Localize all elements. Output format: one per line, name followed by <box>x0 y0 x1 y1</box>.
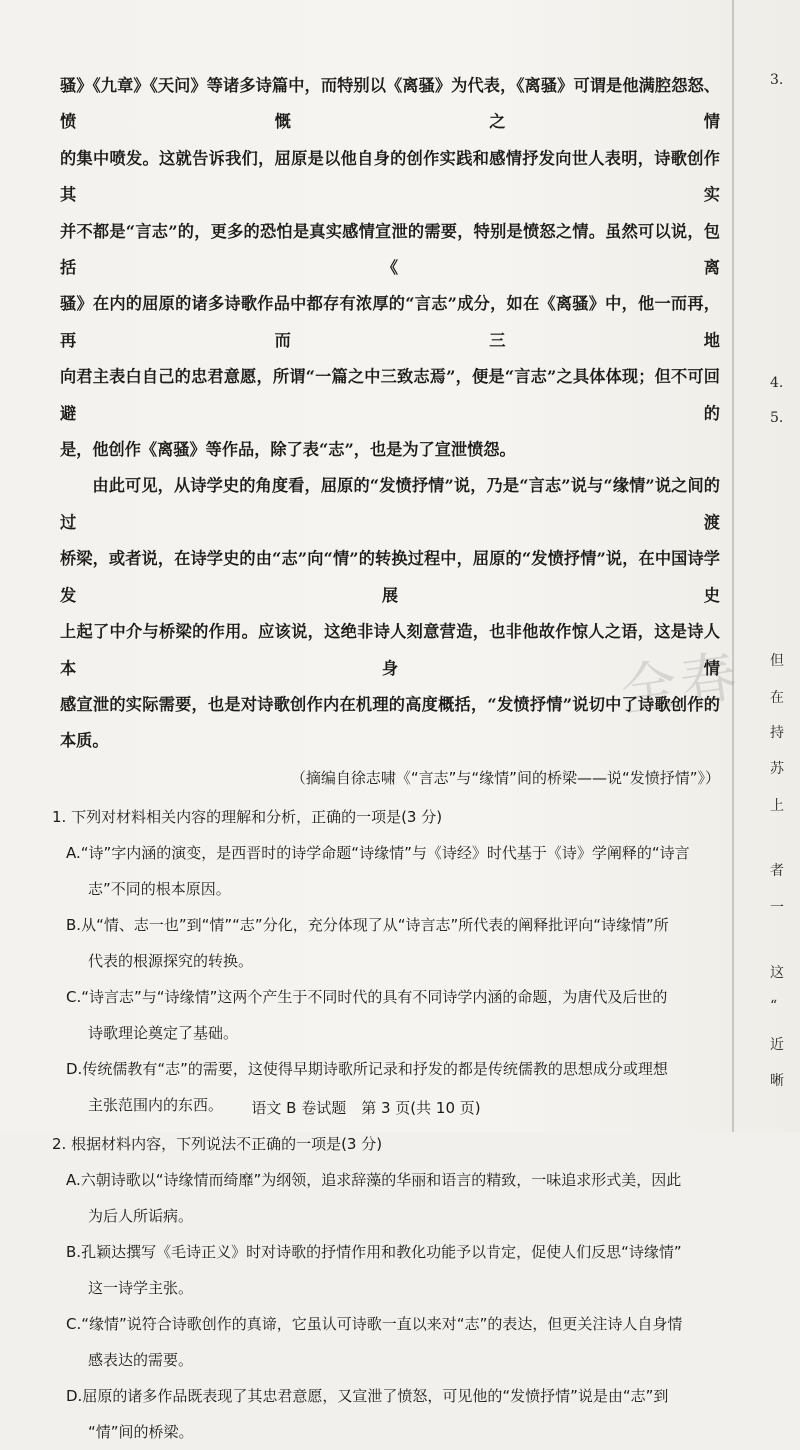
option-label: C. <box>66 987 82 1006</box>
option-b[interactable] <box>66 1234 720 1306</box>
option-text: 传统儒教有“志”的需要，这使得早期诗歌所记录和抒发的都是传统儒教的思想成分或理想 <box>82 1059 668 1078</box>
margin-fragment: 上 <box>770 798 784 814</box>
question-stem: 2. 根据材料内容，下列说法不正确的一项是(3 分) <box>52 1134 383 1153</box>
option-text-cont: 感表达的需要。 <box>88 1350 194 1369</box>
option-text-cont: 这一诗学主张。 <box>88 1278 194 1297</box>
text-line: 上起了中介与桥梁的作用。应该说，这绝非诗人刻意营造，也非他故作惊人之语，这是诗人本身情 <box>60 622 720 678</box>
option-c[interactable] <box>66 1306 720 1378</box>
margin-fragment: “ <box>770 998 778 1014</box>
text-line: 骚》在内的屈原的诸多诗歌作品中都存有浓厚的“言志”成分，如在《离骚》中，他一而再，再而三地 <box>60 294 720 350</box>
option-a[interactable] <box>66 835 720 907</box>
passage-paragraph-1 <box>60 68 720 468</box>
option-label: C. <box>66 1314 82 1333</box>
page-fold-line <box>732 0 734 1132</box>
page-footer: 语文 B 卷试题 第 3 页(共 10 页) <box>251 1099 481 1117</box>
option-text: “诗言志”与“诗缘情”这两个产生于不同时代的具有不同诗学内涵的命题，为唐代及后世的 <box>81 987 668 1006</box>
option-a[interactable] <box>66 1162 720 1234</box>
option-text: 从“情、志一也”到“情”“志”分化，充分体现了从“诗言志”所代表的阐释批评向“诗缘情”所 <box>81 915 669 934</box>
text-line: 并不都是“言志”的，更多的恐怕是真实感情宣泄的需要，特别是愤怒之情。虽然可以说，包括《离 <box>60 221 720 278</box>
question-1 <box>52 799 720 1123</box>
option-d[interactable] <box>66 1378 720 1450</box>
margin-fragment: 者 <box>770 863 784 879</box>
option-b[interactable] <box>66 907 720 979</box>
option-text: “诗”字内涵的演变，是西晋时的诗学命题“诗缘情”与《诗经》时代基于《诗》学阐释的“诗言 <box>80 843 690 862</box>
option-label: B. <box>66 915 82 934</box>
option-label: A. <box>66 843 81 862</box>
margin-fragment: 持 <box>770 725 784 741</box>
question-2 <box>52 1126 720 1450</box>
option-label: A. <box>66 1170 81 1189</box>
margin-fragment: 3. <box>770 72 784 88</box>
margin-fragment: 这 <box>770 965 784 981</box>
margin-fragment: 5. <box>770 410 784 426</box>
watermark-stamp: 全春 <box>616 643 745 725</box>
text-line: 由此可见，从诗学史的角度看，屈原的“发愤抒情”说，乃是“言志”说与“缘情”说之间的过渡 <box>60 476 720 532</box>
text-line: 骚》《九章》《天问》等诸多诗篇中，而特别以《离骚》为代表，《离骚》可谓是他满腔怨怒、愤慨之情 <box>60 76 720 132</box>
question-stem: 1. 下列对材料相关内容的理解和分析，正确的一项是(3 分) <box>52 807 443 826</box>
margin-fragment: 晰 <box>770 1073 784 1089</box>
text-line: 桥梁，或者说，在诗学史的由“志”向“情”的转换过程中，屈原的“发愤抒情”说，在中国诗学发展史 <box>60 549 720 605</box>
passage-paragraph-2 <box>60 468 720 759</box>
margin-fragment: 一 <box>770 900 784 916</box>
option-text-cont: 诗歌理论奠定了基础。 <box>88 1023 239 1042</box>
margin-fragment: 在 <box>770 690 784 706</box>
margin-fragment: 近 <box>770 1037 784 1053</box>
main-content <box>52 68 720 1450</box>
option-label: D. <box>66 1059 83 1078</box>
option-text: “缘情”说符合诗歌创作的真谛，它虽认可诗歌一直以来对“志”的表达，但更关注诗人自身情 <box>81 1314 683 1333</box>
option-text: 屈原的诸多作品既表现了其忠君意愿，又宣泄了愤怒，可见他的“发愤抒情”说是由“志”到 <box>82 1386 669 1405</box>
option-text-cont: 为后人所诟病。 <box>88 1206 194 1225</box>
margin-fragment: 苏 <box>770 761 784 777</box>
text-line: 感宣泄的实际需要，也是对诗歌创作内在机理的高度概括，“发愤抒情”说切中了诗歌创作的 <box>60 694 720 714</box>
option-text-cont: 志”不同的根本原因。 <box>88 879 231 898</box>
option-text-cont: 代表的根源探究的转换。 <box>88 951 254 970</box>
option-c[interactable] <box>66 979 720 1051</box>
passage-source: （摘编自徐志啸《“言志”与“缘情”间的桥梁——说“发愤抒情”》） <box>290 768 720 787</box>
option-label: B. <box>66 1242 82 1261</box>
text-line: 向君主表白自己的忠君意愿，所谓“一篇之中三致志焉”，便是“言志”之具体体现；但不可回避的 <box>60 367 720 423</box>
option-text: 六朝诗歌以“诗缘情而绮靡”为纲领，追求辞藻的华丽和语言的精致，一味追求形式美，因此 <box>80 1170 682 1189</box>
text-line: 的集中喷发。这就告诉我们，屈原是以他自身的创作实践和感情抒发向世人表明，诗歌创作其实 <box>60 148 720 205</box>
text-line: 本质。 <box>60 731 109 751</box>
option-text-cont: 主张范围内的东西。 <box>88 1095 224 1114</box>
text-line: 是，他创作《离骚》等作品，除了表“志”，也是为了宣泄愤怨。 <box>60 440 516 460</box>
option-text-cont: “情”间的桥梁。 <box>88 1422 194 1441</box>
option-text: 孔颖达撰写《毛诗正义》时对诗歌的抒情作用和教化功能予以肯定，促使人们反思“诗缘情” <box>81 1242 682 1261</box>
margin-fragment: 但 <box>770 653 784 669</box>
margin-fragment: 4. <box>770 375 784 391</box>
option-label: D. <box>66 1386 83 1405</box>
